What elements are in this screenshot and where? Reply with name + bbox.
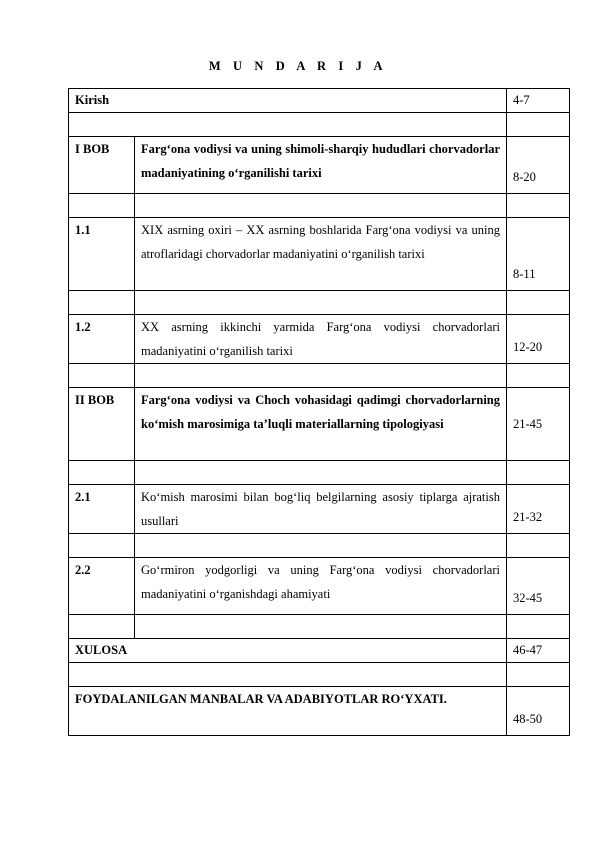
toc-conclusion-label: XULOSA <box>69 639 507 663</box>
toc-spacer-row <box>69 663 570 687</box>
toc-chapter-1-number: I BOB <box>69 137 135 194</box>
toc-row-references <box>69 687 570 736</box>
toc-conclusion-pages: 46-47 <box>507 639 570 663</box>
toc-intro-label: Kirish <box>69 89 507 113</box>
toc-row-section-2-1 <box>69 485 570 534</box>
toc-section-1-2-title: XX asrning ikkinchi yarmida Farg‘ona vodiysi chorvadorlari madaniyatini o‘rganilish tarixi <box>135 315 507 364</box>
toc-row-section-1-1 <box>69 218 570 291</box>
toc-row-conclusion <box>69 639 570 663</box>
toc-section-2-2-pages: 32-45 <box>507 558 570 615</box>
table-of-contents <box>68 88 570 736</box>
toc-spacer-row <box>69 461 570 485</box>
toc-references-pages: 48-50 <box>507 687 570 736</box>
toc-spacer-row <box>69 534 570 558</box>
toc-section-2-1-number: 2.1 <box>69 485 135 534</box>
toc-spacer-row <box>69 364 570 388</box>
toc-spacer-row <box>69 194 570 218</box>
toc-section-2-2-number: 2.2 <box>69 558 135 615</box>
toc-chapter-1-pages: 8-20 <box>507 137 570 194</box>
toc-row-chapter-1 <box>69 137 570 194</box>
toc-chapter-2-pages: 21-45 <box>507 388 570 461</box>
toc-intro-pages: 4-7 <box>507 89 570 113</box>
toc-row-section-1-2 <box>69 315 570 364</box>
toc-section-1-2-number: 1.2 <box>69 315 135 364</box>
toc-spacer-row <box>69 615 570 639</box>
toc-section-1-1-pages: 8-11 <box>507 218 570 291</box>
toc-spacer-row <box>69 113 570 137</box>
toc-section-1-1-number: 1.1 <box>69 218 135 291</box>
toc-section-2-1-pages: 21-32 <box>507 485 570 534</box>
toc-references-label: FOYDALANILGAN MANBALAR VA ADABIYOTLAR RO‘YXATI. <box>69 687 507 736</box>
toc-row-section-2-2 <box>69 558 570 615</box>
toc-spacer-row <box>69 291 570 315</box>
toc-row-chapter-2 <box>69 388 570 461</box>
toc-chapter-2-number: II BOB <box>69 388 135 461</box>
toc-section-2-1-title: Ko‘mish marosimi bilan bog‘liq belgilarning asosiy tiplarga ajratish usullari <box>135 485 507 534</box>
page-title: M U N D A R I J A <box>208 59 388 73</box>
toc-section-2-2-title: Go‘rmiron yodgorligi va uning Farg‘ona vodiysi chorvadorlari madaniyatini o‘rganishdagi ahamiyati <box>135 558 507 615</box>
toc-section-1-2-pages: 12-20 <box>507 315 570 364</box>
toc-chapter-1-title: Farg‘ona vodiysi va uning shimoli-sharqiy hududlari chorvadorlar madaniyatining o‘rganilishi tarixi <box>135 137 507 194</box>
toc-row-intro <box>69 89 570 113</box>
toc-chapter-2-title: Farg‘ona vodiysi va Choch vohasidagi qadimgi chorvadorlarning ko‘mish marosimiga ta’luqli materiallarning tipologiyasi <box>135 388 507 461</box>
toc-section-1-1-title: XIX asrning oxiri – XX asrning boshlarida Farg‘ona vodiysi va uning atroflaridagi chorvadorlar madaniyatini o‘rganilish tarixi <box>135 218 507 291</box>
